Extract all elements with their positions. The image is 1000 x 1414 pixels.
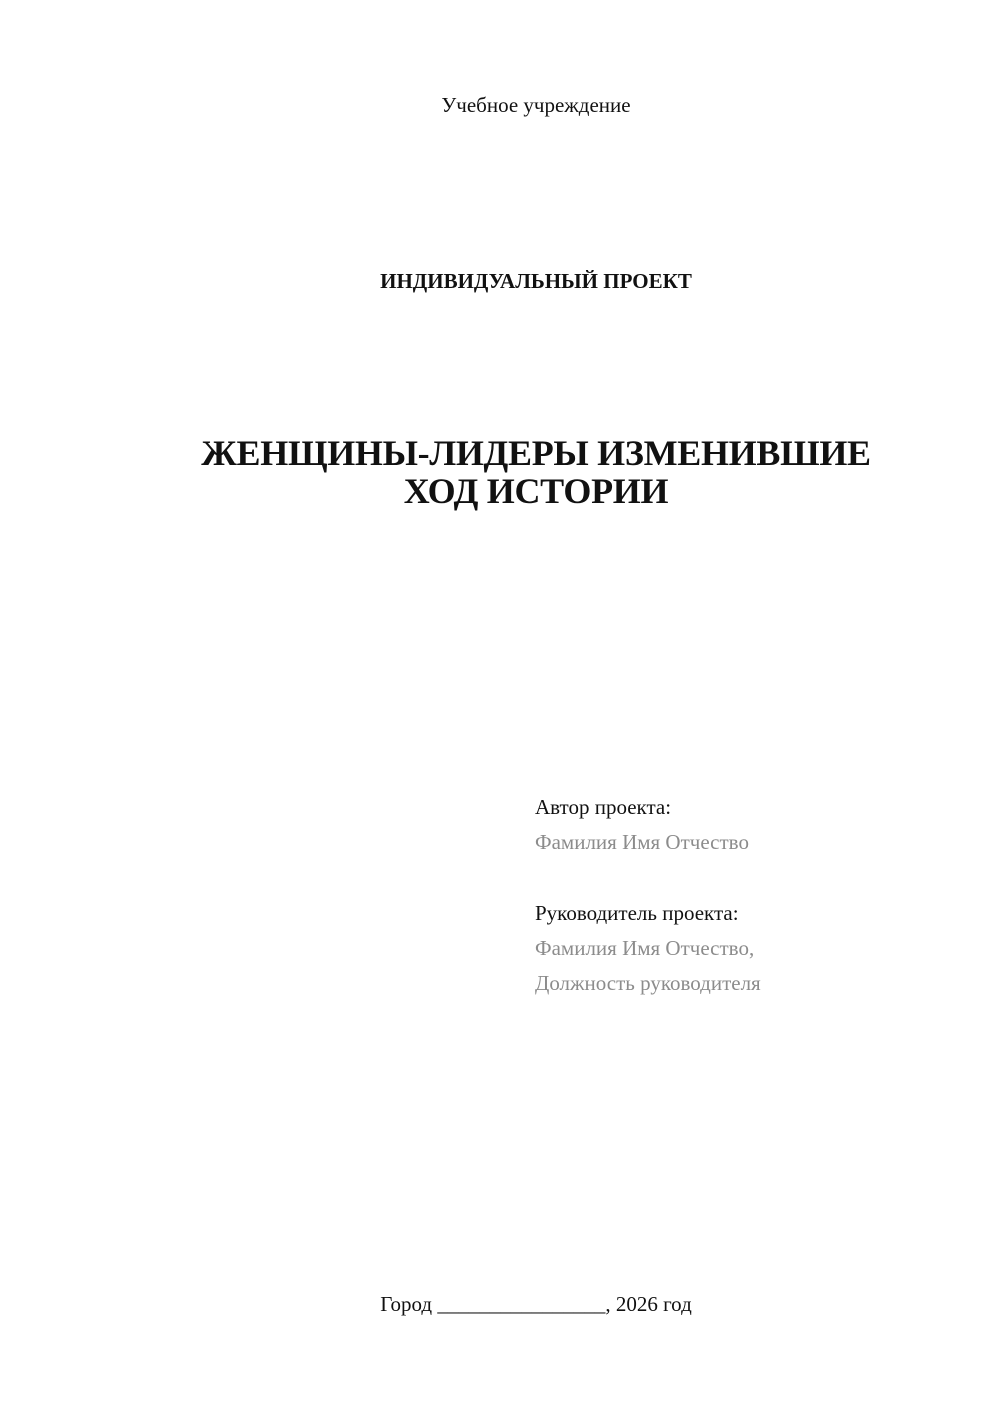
city-label: Город: [380, 1292, 433, 1316]
info-spacer: [535, 860, 975, 896]
document-type: ИНДИВИДУАЛЬНЫЙ ПРОЕКТ: [380, 269, 692, 293]
project-title: [0, 434, 1000, 510]
supervisor-name: Фамилия Имя Отчество,: [535, 936, 755, 960]
institution-name: Учебное учреждение: [441, 93, 631, 117]
author-label: Автор проекта:: [535, 795, 672, 819]
city-blank: ________________: [437, 1292, 606, 1316]
project-info-block: [535, 790, 975, 1001]
year-text: , 2026 год: [605, 1292, 692, 1316]
author-name: Фамилия Имя Отчество: [535, 830, 749, 854]
supervisor-position: Должность руководителя: [535, 971, 761, 995]
project-title-line-1: ЖЕНЩИНЫ-ЛИДЕРЫ ИЗМЕНИВШИЕ: [201, 433, 871, 473]
city-year-line: [0, 1290, 1000, 1318]
project-title-line-2: ХОД ИСТОРИИ: [403, 471, 669, 511]
supervisor-label: Руководитель проекта:: [535, 901, 739, 925]
